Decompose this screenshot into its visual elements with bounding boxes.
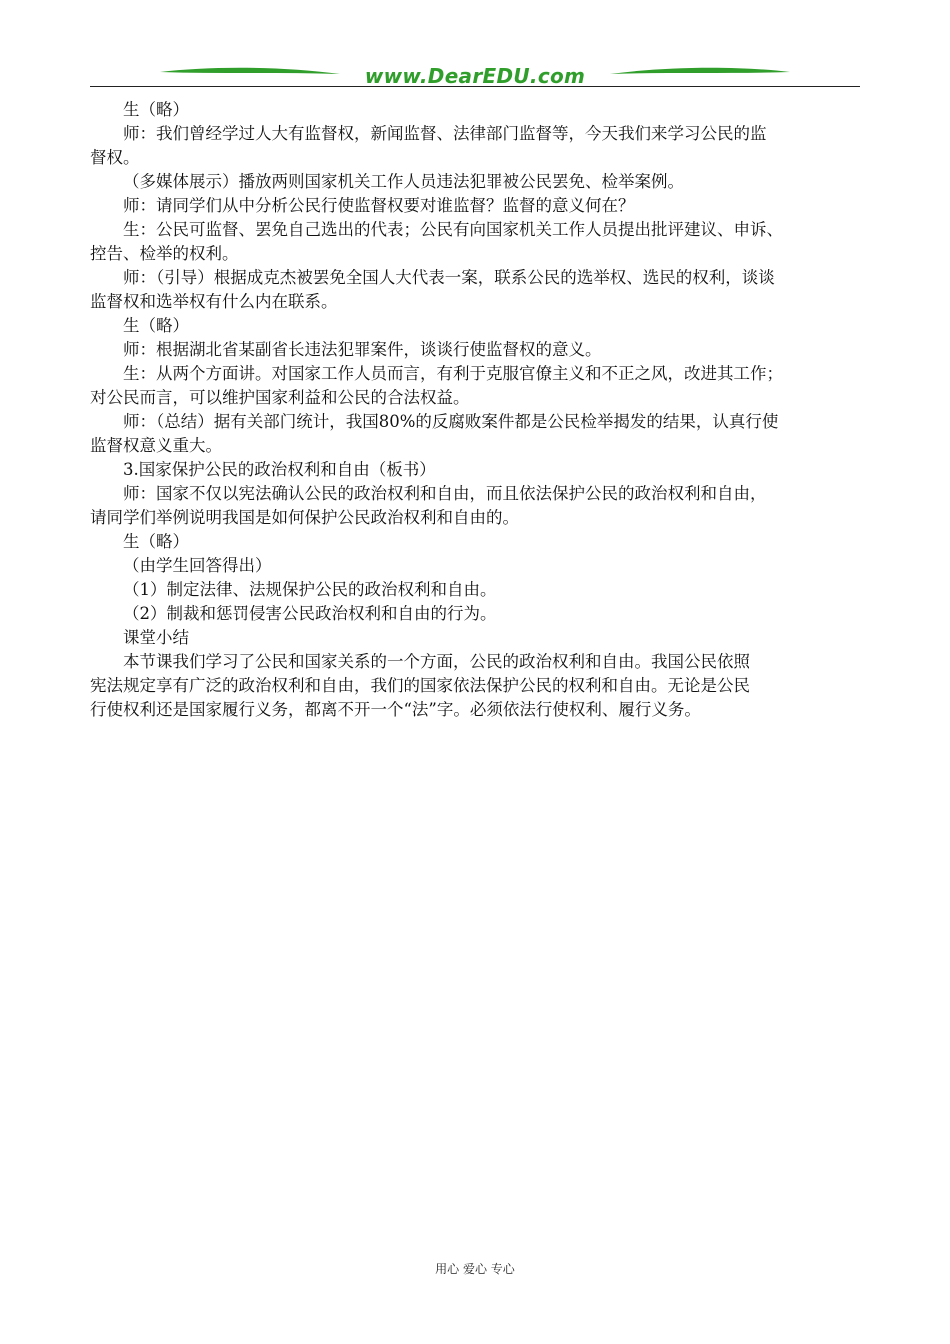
paragraph-line: 控告、检举的权利。	[90, 244, 239, 263]
paragraph-line: 师：根据湖北省某副省长违法犯罪案件，谈谈行使监督权的意义。	[123, 340, 602, 359]
paragraph-line: 行使权利还是国家履行义务，都离不开一个“法”字。必须依法行使权利、履行义务。	[90, 700, 701, 719]
document-body	[90, 98, 860, 722]
paragraph-line: 监督权意义重大。	[90, 436, 222, 455]
site-logo-text: www.DearEDU.com	[364, 64, 586, 88]
paragraph-line: 生：从两个方面讲。对国家工作人员而言，有利于克服官僚主义和不正之风，改进其工作；	[123, 364, 783, 383]
paragraph-line: 生（略）	[123, 532, 189, 551]
paragraph-line: 师：我们曾经学过人大有监督权，新闻监督、法律部门监督等，今天我们来学习公民的监	[123, 124, 767, 143]
page-footer: 用心 爱心 专心	[435, 1262, 515, 1276]
paragraph-line: （2）制裁和惩罚侵害公民政治权利和自由的行为。	[123, 604, 497, 623]
paragraph-line: 监督权和选举权有什么内在联系。	[90, 292, 338, 311]
header-rule	[90, 86, 860, 87]
paragraph-line: 请同学们举例说明我国是如何保护公民政治权利和自由的。	[90, 508, 519, 527]
paragraph-line: 本节课我们学习了公民和国家关系的一个方面，公民的政治权利和自由。我国公民依照	[123, 652, 750, 671]
paragraph-line: （1）制定法律、法规保护公民的政治权利和自由。	[123, 580, 497, 599]
paragraph-line: 对公民而言，可以维护国家利益和公民的合法权益。	[90, 388, 470, 407]
paragraph-line: 师：（总结）据有关部门统计，我国80%的反腐败案件都是公民检举揭发的结果，认真行使	[123, 412, 779, 431]
paragraph-line: 师：请同学们从中分析公民行使监督权要对谁监督？监督的意义何在？	[123, 196, 635, 215]
paragraph-line: 生：公民可监督、罢免自己选出的代表；公民有向国家机关工作人员提出批评建议、申诉、	[123, 220, 783, 239]
paragraph-line: 生（略）	[123, 316, 189, 335]
paragraph-line: 师：国家不仅以宪法确认公民的政治权利和自由，而且依法保护公民的政治权利和自由，	[123, 484, 767, 503]
paragraph-line: 生（略）	[123, 100, 189, 119]
paragraph-line: 宪法规定享有广泛的政治权利和自由，我们的国家依法保护公民的权利和自由。无论是公民	[90, 676, 750, 695]
paragraph-line: （由学生回答得出）	[123, 556, 272, 575]
paragraph-line: 课堂小结	[123, 628, 189, 647]
paragraph-line: 督权。	[90, 148, 140, 167]
paragraph-line: 师：（引导）根据成克杰被罢免全国人大代表一案，联系公民的选举权、选民的权利，谈谈	[123, 268, 775, 287]
paragraph-line: （多媒体展示）播放两则国家机关工作人员违法犯罪被公民罢免、检举案例。	[123, 172, 684, 191]
paragraph-line: 3.国家保护公民的政治权利和自由（板书）	[123, 460, 436, 479]
